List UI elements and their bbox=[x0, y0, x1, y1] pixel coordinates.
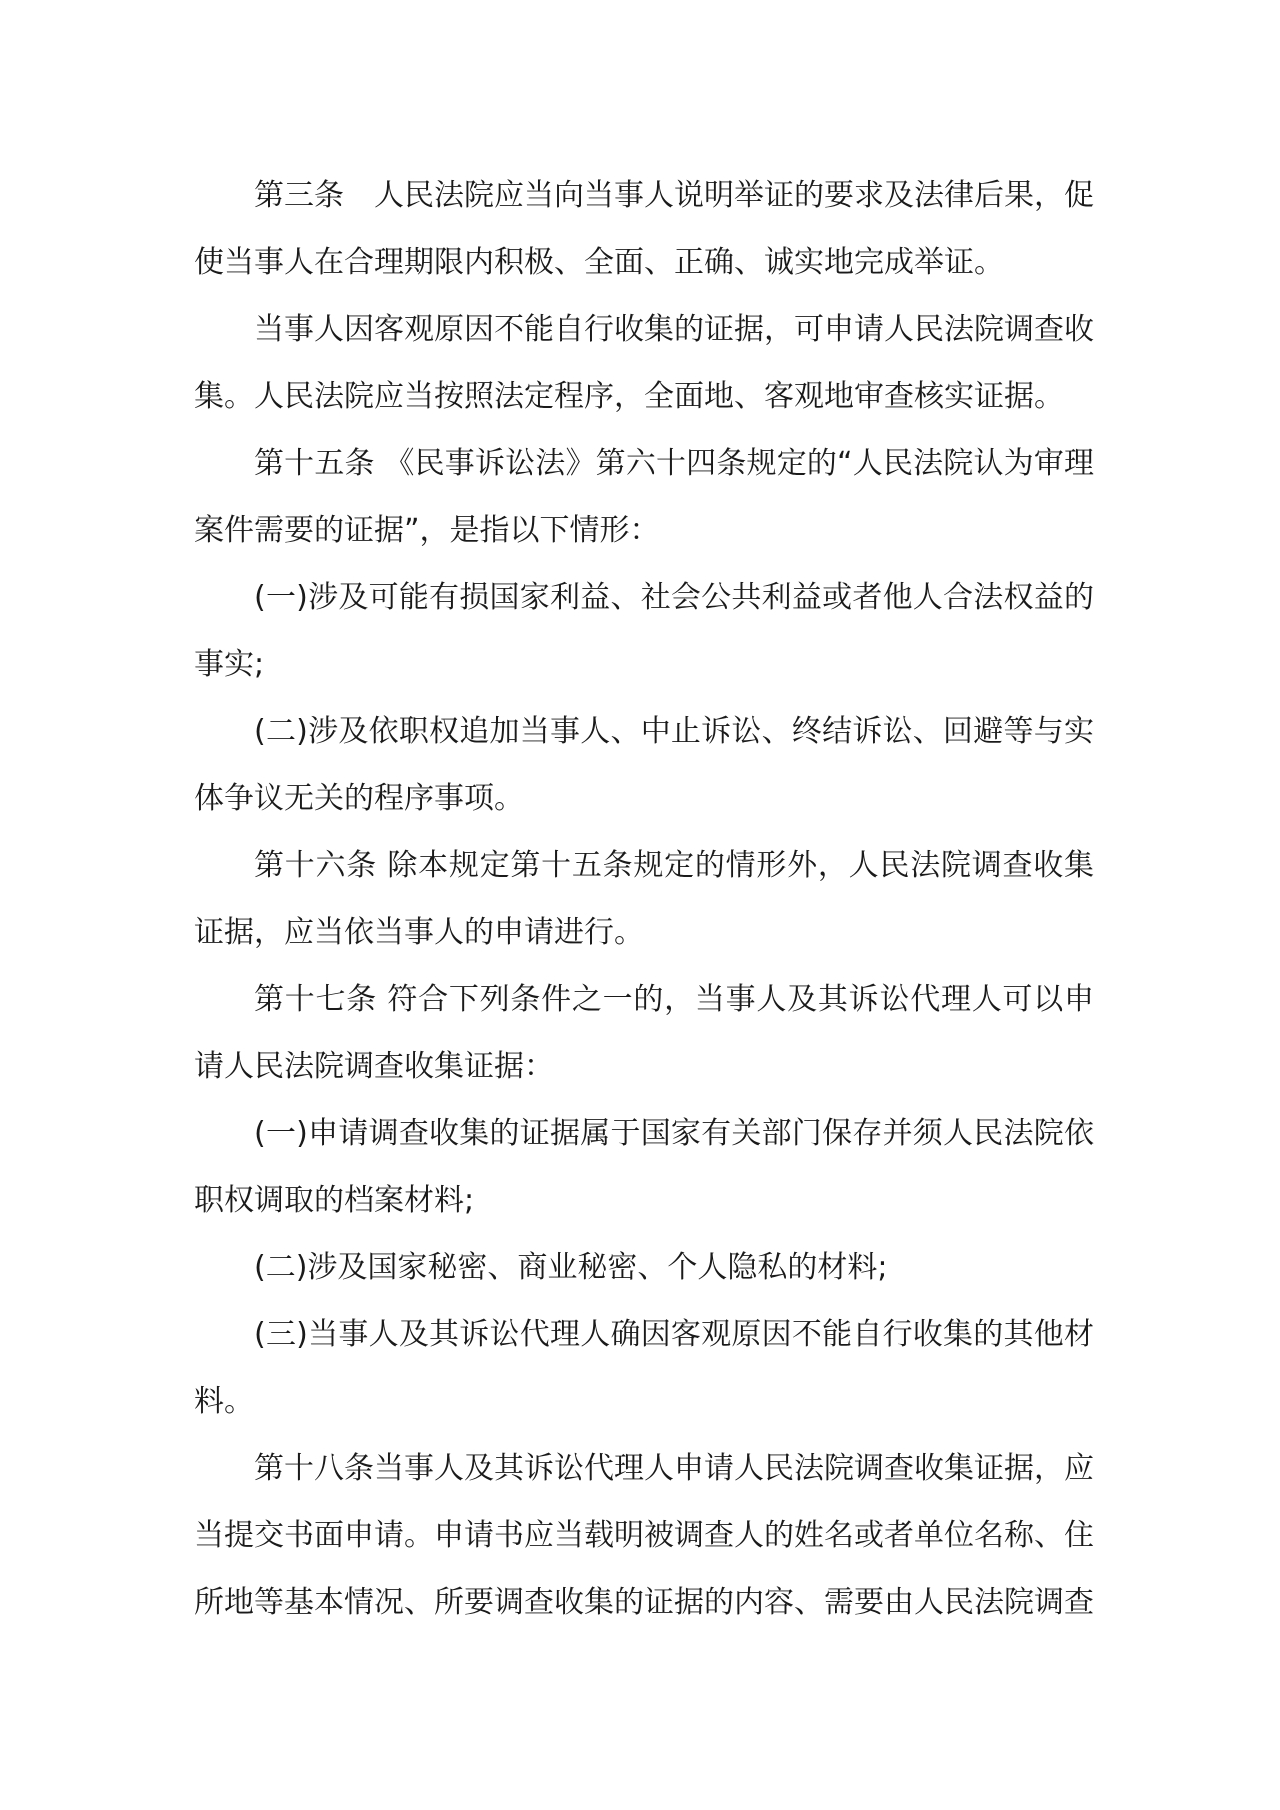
paragraph-article-18: 第十八条当事人及其诉讼代理人申请人民法院调查收集证据，应当提交书面申请。申请书应当载明被调查人的姓名或者单位名称、住所地等基本情况、所要调查收集的证据的内容、需要由人民法院调查 bbox=[194, 1451, 1094, 1620]
paragraph-article-15: 第十五条 《民事诉讼法》第六十四条规定的“人民法院认为审理案件需要的证据”，是指以下情形： bbox=[194, 446, 1094, 548]
paragraph-evidence-collection: 当事人因客观原因不能自行收集的证据，可申请人民法院调查收集。人民法院应当按照法定程序，全面地、客观地审查核实证据。 bbox=[194, 312, 1094, 414]
document-body bbox=[194, 162, 1094, 1636]
paragraph-article-17: 第十七条 符合下列条件之一的，当事人及其诉讼代理人可以申请人民法院调查收集证据： bbox=[194, 982, 1094, 1084]
paragraph-article-15-item-1: (一)涉及可能有损国家利益、社会公共利益或者他人合法权益的事实; bbox=[194, 580, 1094, 682]
paragraph-article-3: 第三条 人民法院应当向当事人说明举证的要求及法律后果，促使当事人在合理期限内积极、全面、正确、诚实地完成举证。 bbox=[194, 178, 1094, 280]
paragraph-article-17-item-1: (一)申请调查收集的证据属于国家有关部门保存并须人民法院依职权调取的档案材料; bbox=[194, 1116, 1094, 1218]
paragraph-article-16: 第十六条 除本规定第十五条规定的情形外，人民法院调查收集证据，应当依当事人的申请进行。 bbox=[194, 848, 1094, 950]
paragraph-article-17-item-3: (三)当事人及其诉讼代理人确因客观原因不能自行收集的其他材料。 bbox=[194, 1317, 1094, 1419]
paragraph-article-17-item-2: (二)涉及国家秘密、商业秘密、个人隐私的材料; bbox=[254, 1250, 888, 1285]
paragraph-article-15-item-2: (二)涉及依职权追加当事人、中止诉讼、终结诉讼、回避等与实体争议无关的程序事项。 bbox=[194, 714, 1094, 816]
